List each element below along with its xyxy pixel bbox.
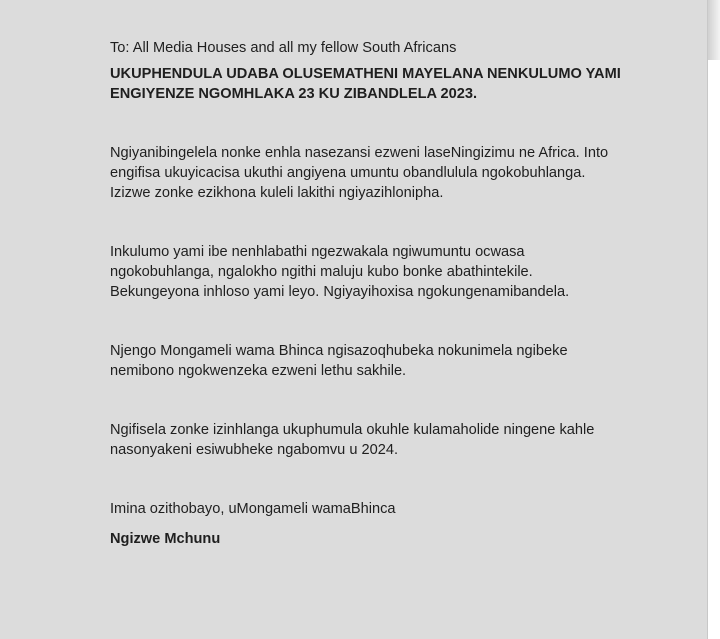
paragraph-line: Izizwe zonke ezikhona kuleli lakithi ngiyazihlonipha.: [110, 185, 444, 201]
signature-name: Ngizwe Mchunu: [110, 531, 221, 547]
title-line: UKUPHENDULA UDABA OLUSEMATHENI MAYELANA NENKULUMO YAMI: [110, 66, 621, 82]
paragraph-line: nemibono ngokwenzeka ezweni lethu sakhile.: [110, 363, 407, 379]
paragraph-line: Bekungeyona inhloso yami leyo. Ngiyayihoxisa ngokungenamibandela.: [110, 284, 570, 300]
paragraph-line: engifisa ukuyicacisa ukuthi angiyena umuntu obandlulula ngokobuhlanga.: [110, 165, 586, 181]
paragraph-line: Inkulumo yami ibe nenhlabathi ngezwakala ngiwumuntu ocwasa: [110, 244, 525, 260]
paragraph-line: Ngifisela zonke izinhlanga ukuphumula okuhle kulamaholide ningene kahle: [110, 422, 595, 438]
letter-body: [110, 38, 650, 549]
recipient-line: To: All Media Houses and all my fellow South Africans: [110, 40, 457, 56]
letter-title: [110, 64, 650, 104]
paragraph-line: ngokobuhlanga, ngalokho ngithi maluju kubo bonke abathintekile.: [110, 264, 533, 280]
paragraph-line: Ngiyanibingelela nonke enhla nasezansi ezweni laseNingizimu ne Africa. Into: [110, 145, 609, 161]
paragraph-commitment: [110, 341, 650, 381]
paragraph-line: Njengo Mongameli wama Bhinca ngisazoqhubeka nokunimela ngibeke: [110, 343, 568, 359]
closing-line: Imina ozithobayo, uMongameli wamaBhinca: [110, 501, 396, 517]
page-curl-shadow: [708, 0, 720, 60]
paragraph-line: nasonyakeni esiwubheke ngabomvu u 2024.: [110, 442, 399, 458]
paragraph-apology: [110, 242, 650, 302]
paragraph-holiday-wishes: [110, 420, 650, 460]
page-edge: [708, 0, 720, 639]
title-line: ENGIYENZE NGOMHLAKA 23 KU ZIBANDLELA 2023.: [110, 86, 478, 102]
paragraph-greeting: [110, 143, 650, 203]
